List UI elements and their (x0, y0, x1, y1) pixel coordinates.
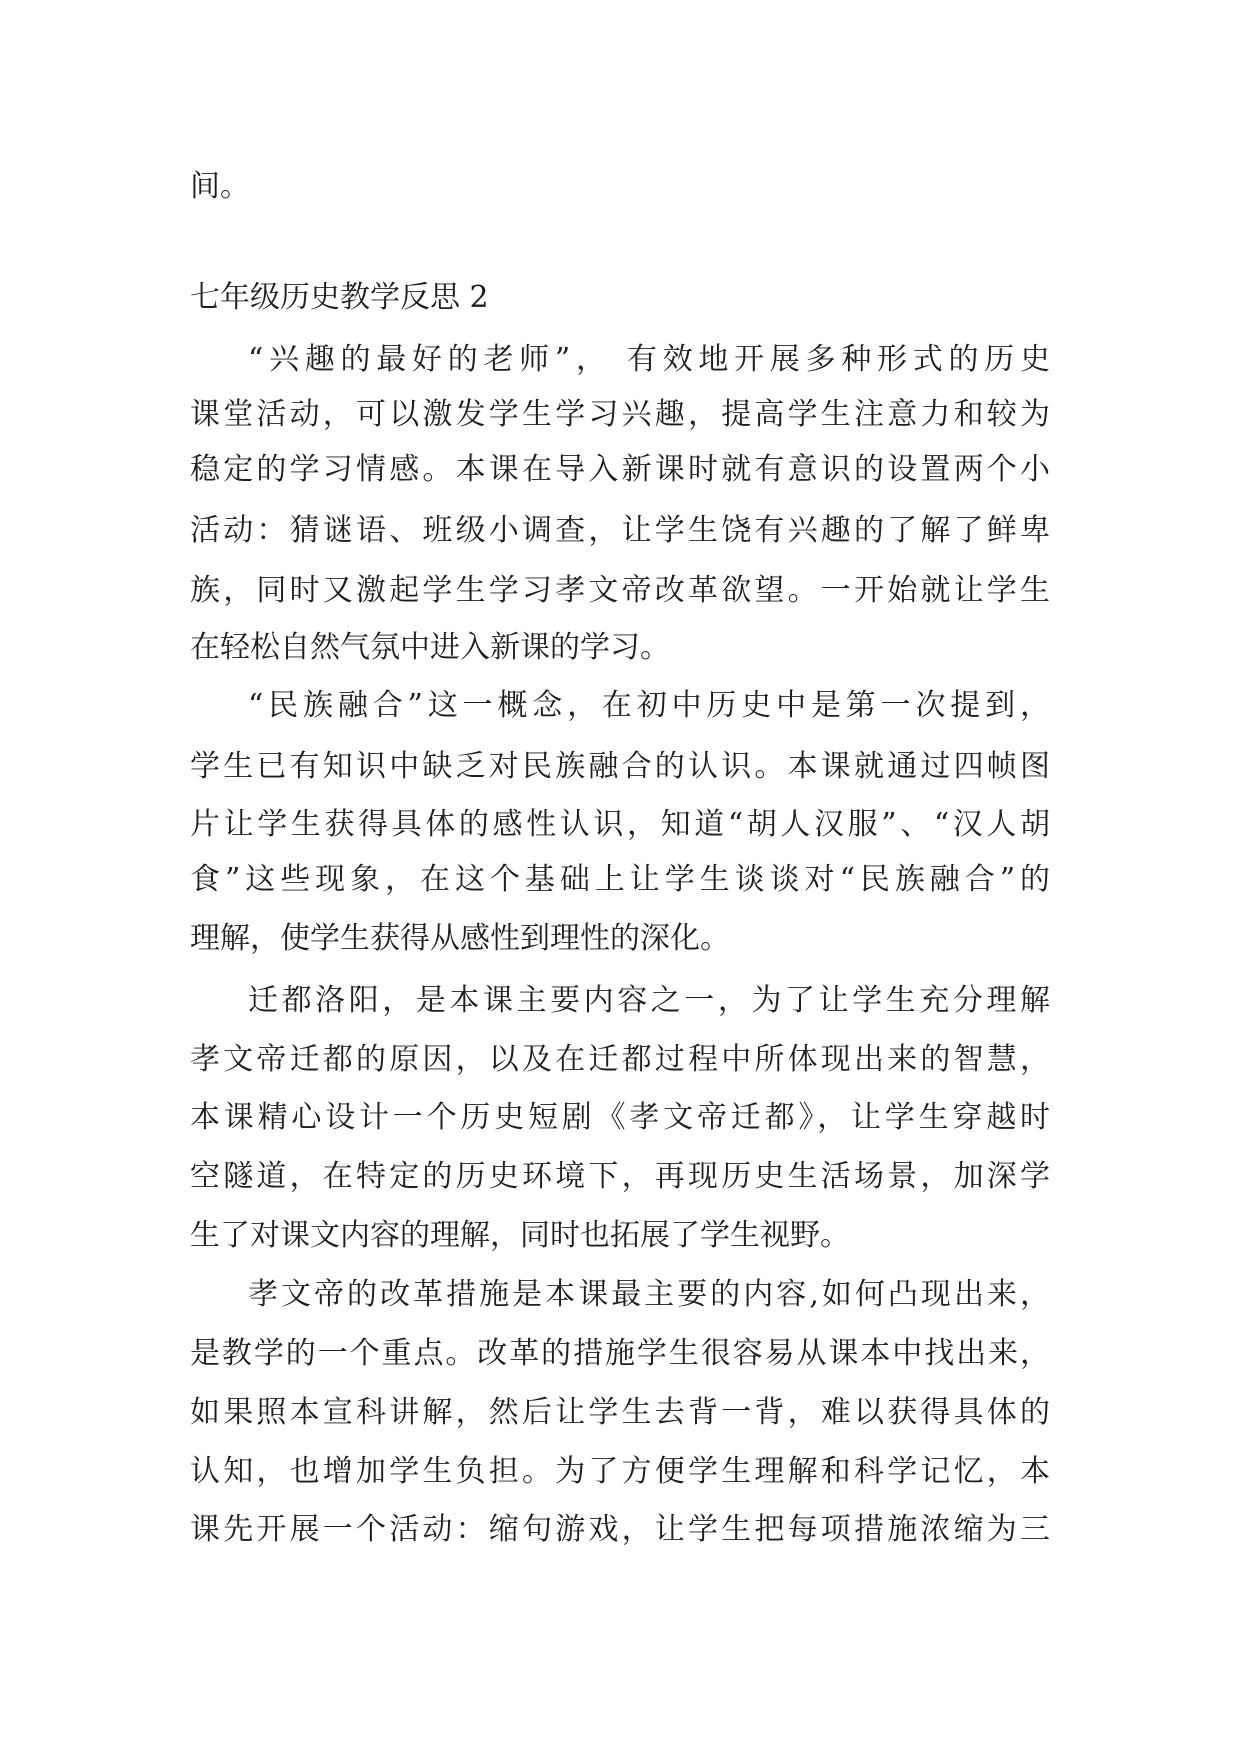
paragraph-1-line-1: “兴趣的最好的老师”， 有效地开展多种形式的历史 (248, 342, 1050, 377)
paragraph-2-line-3: 片让学生获得具体的感性认识，知道“胡人汉服”、“汉人胡 (190, 807, 1050, 842)
paragraph-4-line-3: 如果照本宣科讲解，然后让学生去背一背，难以获得具体的 (190, 1395, 1050, 1430)
paragraph-4-line-1: 孝文帝的改革措施是本课最主要的内容,如何凸现出来， (248, 1277, 1050, 1312)
section-heading: 七年级历史教学反思 2 (190, 280, 489, 315)
paragraph-3-line-4: 空隧道，在特定的历史环境下，再现历史生活场景，加深学 (190, 1159, 1050, 1194)
paragraph-3-line-3: 本课精心设计一个历史短剧《孝文帝迁都》，让学生穿越时 (190, 1100, 1050, 1135)
paragraph-4-line-5: 课先开展一个活动：缩句游戏，让学生把每项措施浓缩为三 (190, 1512, 1050, 1547)
paragraph-1-line-5: 族，同时又激起学生学习孝文帝改革欲望。一开始就让学生 (190, 573, 1050, 608)
paragraph-3-line-2: 孝文帝迁都的原因，以及在迁都过程中所体现出来的智慧， (190, 1042, 1050, 1077)
paragraph-2-line-2: 学生已有知识中缺乏对民族融合的认识。本课就通过四帧图 (190, 749, 1050, 784)
paragraph-4-line-4: 认知，也增加学生负担。为了方便学生理解和科学记忆，本 (190, 1454, 1050, 1489)
paragraph-1-line-6: 在轻松自然气氛中进入新课的学习。 (190, 630, 670, 665)
paragraph-2-line-5: 理解，使学生获得从感性到理性的深化。 (190, 921, 730, 956)
paragraph-1-line-3: 稳定的学习情感。本课在导入新课时就有意识的设置两个小 (190, 452, 1050, 487)
paragraph-3-line-5: 生了对课文内容的理解，同时也拓展了学生视野。 (190, 1218, 850, 1253)
paragraph-1-line-2: 课堂活动，可以激发学生学习兴趣，提高学生注意力和较为 (190, 397, 1050, 432)
paragraph-4-line-2: 是教学的一个重点。改革的措施学生很容易从课本中找出来， (190, 1336, 1050, 1371)
paragraph-2-line-1: “民族融合”这一概念，在初中历史中是第一次提到， (248, 688, 1050, 723)
paragraph-3-line-1: 迁都洛阳，是本课主要内容之一，为了让学生充分理解 (248, 983, 1050, 1018)
paragraph-1-line-4: 活动：猜谜语、班级小调查，让学生饶有兴趣的了解了鲜卑 (190, 513, 1050, 548)
text-line-continuation: 间。 (190, 169, 250, 204)
paragraph-2-line-4: 食”这些现象，在这个基础上让学生谈谈对“民族融合”的 (190, 862, 1050, 897)
